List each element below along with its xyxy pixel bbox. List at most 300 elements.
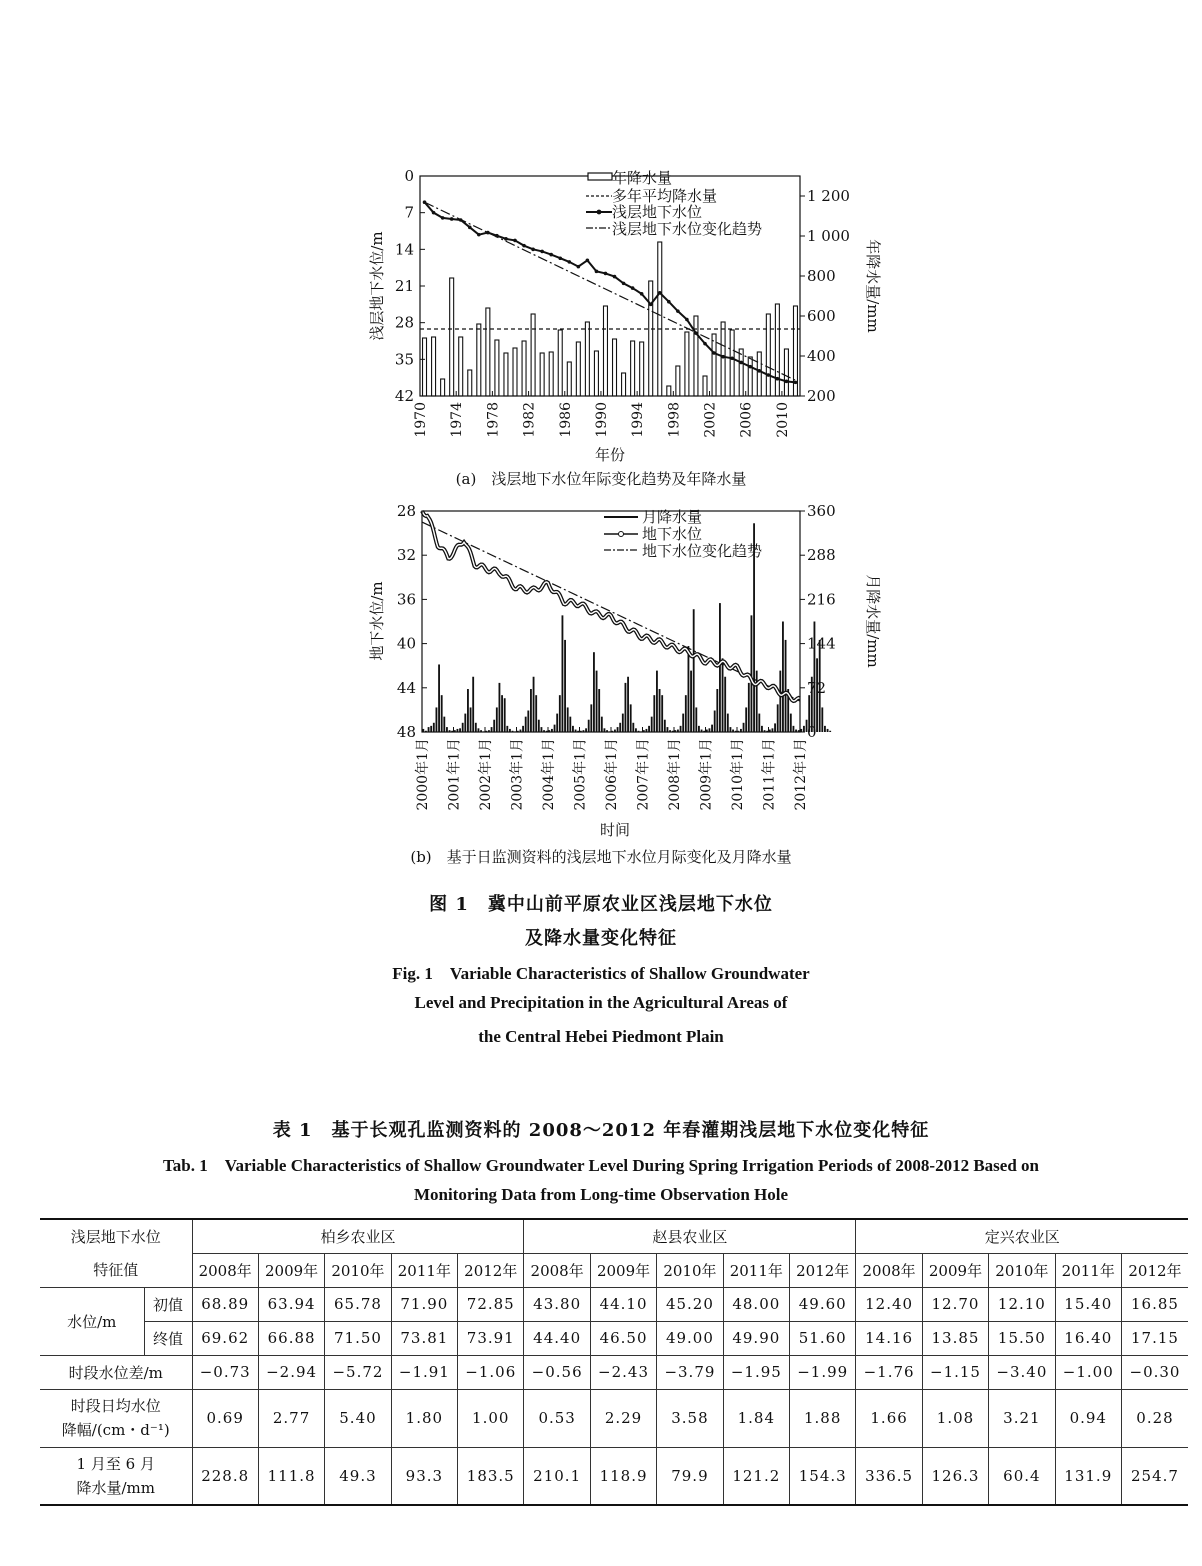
chart-b-x-tick-label: 2011年1月: [761, 738, 778, 811]
chart-b-x-tick-label: 2006年1月: [604, 738, 620, 811]
chart-b-water-level-line: [422, 511, 800, 701]
chart-b-precip-bar: [467, 689, 469, 732]
chart-b-precip-bar: [730, 727, 732, 732]
chart-b-precip-bar: [554, 725, 556, 732]
table-cell: 48.00: [723, 1287, 789, 1321]
table-cell: 183.5: [458, 1447, 524, 1505]
chart-b-precip-bar: [559, 695, 561, 732]
chart-a-level-point: [676, 309, 680, 313]
chart-b-caption: (b) 基于日监测资料的浅层地下水位月际变化及月降水量: [410, 848, 792, 866]
chart-b-x-tick-label: 2004年1月: [541, 738, 557, 811]
chart-b-x-ticks: [414, 727, 809, 811]
chart-b-left-tick-label: 28: [396, 502, 416, 520]
chart-a-precip-bar: [739, 349, 743, 396]
chart-b-right-tick-label: 288: [807, 546, 836, 565]
chart-b-precip-bar: [598, 689, 600, 732]
figure-title-cn-2: 及降水量变化特征: [525, 928, 677, 949]
chart-b-precip-bar: [625, 683, 627, 732]
header-year: 2010年: [325, 1253, 391, 1287]
table-cell: 118.9: [590, 1447, 656, 1505]
table-header-row-years: [40, 1253, 1188, 1287]
chart-b-precip-bar: [428, 727, 430, 732]
header-year: 2009年: [258, 1253, 324, 1287]
table-cell: 15.40: [1055, 1287, 1121, 1321]
chart-b-x-tick-label: 2010年1月: [730, 738, 746, 811]
legend-bar-swatch: [588, 173, 612, 180]
chart-b-precip-bar: [630, 704, 632, 732]
chart-a-x-tick-label: 1998: [666, 402, 683, 438]
chart-b-precip-bar: [790, 714, 792, 732]
chart-b-precip-bar: [438, 664, 440, 732]
chart-b-precip-bar: [716, 689, 718, 732]
table-cell: 1.66: [856, 1389, 922, 1447]
chart-b-precip-bar: [777, 704, 779, 732]
chart-b-precip-bar: [601, 717, 603, 732]
table-cell: −0.30: [1121, 1355, 1188, 1389]
chart-b-precip-bar: [493, 720, 495, 732]
chart-b-precip-bar: [774, 723, 776, 732]
chart-b-precip-bar: [501, 695, 503, 732]
chart-b-precip-bar: [617, 727, 619, 732]
table-cell: −2.94: [258, 1355, 324, 1389]
chart-b-precip-bar: [464, 714, 466, 732]
chart-a-precip-bar: [613, 339, 617, 396]
chart-a-precip-bar: [603, 306, 607, 396]
legend-label-trend-b: 地下水位变化趋势: [642, 542, 763, 560]
chart-b-right-tick-label: 72: [807, 678, 827, 697]
chart-b-precip-bar: [659, 689, 661, 732]
table-cell: 0.53: [524, 1389, 590, 1447]
header-region-zhaoxian: 赵县农业区: [524, 1219, 856, 1253]
header-year: 2011年: [723, 1253, 789, 1287]
chart-a-left-tick-label: 7: [404, 203, 414, 222]
chart-a-left-tick-label: 21: [394, 277, 414, 295]
chart-a-precip-bar: [450, 278, 454, 396]
row-label: 初值: [144, 1287, 192, 1321]
row-label-line2: 降水量/mm: [76, 1478, 155, 1497]
chart-b-precip-bar: [443, 717, 445, 732]
chart-a-right-tick-label: 800: [807, 267, 836, 285]
chart-a-legend: [586, 169, 762, 238]
chart-a-level-point: [513, 239, 517, 243]
chart-b-precip-bar: [475, 723, 477, 732]
chart-b-precip-bar: [527, 711, 529, 732]
chart-b-precip-bar: [695, 707, 697, 732]
chart-a-level-point: [694, 331, 698, 335]
chart-a-precip-bar: [468, 370, 472, 396]
chart-a-precip-bar: [522, 341, 526, 396]
chart-a-precip-bar: [694, 316, 698, 396]
chart-a-right-tick-label: 600: [807, 307, 836, 325]
chart-a-precip-bar: [432, 337, 436, 396]
chart-a-precip-bar: [504, 353, 508, 396]
table-title-en-2: Monitoring Data from Long-time Observation Hole: [413, 1185, 789, 1204]
chart-a-level-point: [613, 275, 617, 279]
data-table: [40, 1218, 1188, 1506]
table-cell: −1.06: [458, 1355, 524, 1389]
chart-b-precip-bar: [433, 723, 435, 732]
chart-b-precip-bar: [441, 695, 443, 732]
table-cell: 2.29: [590, 1389, 656, 1447]
table-cell: 14.16: [856, 1321, 922, 1355]
table-cell: 49.60: [790, 1287, 856, 1321]
table-cell: 16.85: [1121, 1287, 1188, 1321]
chart-a-precip-bar: [423, 338, 427, 396]
table-cell: 336.5: [856, 1447, 922, 1505]
chart-a-level-point: [730, 356, 734, 360]
chart-a-level-point: [468, 226, 472, 230]
chart-a-level-point: [432, 211, 436, 215]
chart-b-x-tick-label: 2001年1月: [446, 738, 463, 811]
chart-b-precip-bar: [661, 695, 663, 732]
chart-a-level-point: [477, 233, 481, 237]
chart-b-precip-bar: [803, 726, 805, 732]
figure-title-cn-1: 图 1 冀中山前平原农业区浅层地下水位: [429, 894, 773, 915]
chart-b-precip-bar: [724, 677, 726, 732]
table-cell: 49.3: [325, 1447, 391, 1505]
chart-b-precip-bar: [651, 717, 653, 732]
chart-a-precip-bar: [757, 352, 761, 396]
chart-b-left-tick-label: 40: [396, 634, 416, 653]
chart-a-precip-bar: [631, 341, 635, 396]
chart-a-level-point: [423, 200, 427, 204]
table-cell: 5.40: [325, 1389, 391, 1447]
chart-b-precip-bar: [748, 683, 750, 732]
table-cell: 93.3: [391, 1447, 457, 1505]
chart-a-precip-bar: [594, 351, 598, 396]
chart-a-level-point: [522, 244, 526, 248]
table-cell: 65.78: [325, 1287, 391, 1321]
chart-b-xlabel: 时间: [599, 821, 631, 839]
table-row: [40, 1389, 1188, 1447]
table-cell: −2.43: [590, 1355, 656, 1389]
chart-b-precip-bar: [538, 720, 540, 732]
chart-a-level-point: [658, 291, 662, 295]
chart-a-precip-bars: [423, 242, 798, 396]
table-row: [40, 1287, 1188, 1321]
table-cell: −1.15: [922, 1355, 988, 1389]
chart-b-precip-bar: [685, 695, 687, 732]
chart-b-precip-bar: [698, 726, 700, 732]
legend-label-monthly-precip: 月降水量: [642, 508, 703, 526]
chart-b-x-tick-label: 2008年1月: [667, 738, 683, 811]
chart-a-precip-bar: [649, 281, 653, 396]
chart-b-precip-bar: [430, 726, 432, 732]
table-cell: 72.85: [458, 1287, 524, 1321]
table-cell: −1.00: [1055, 1355, 1121, 1389]
header-year: 2012年: [1121, 1253, 1188, 1287]
chart-a-left-tick-label: 14: [394, 240, 414, 259]
table-cell: 49.00: [657, 1321, 723, 1355]
chart-a-level-point: [667, 300, 671, 304]
table-cell: 3.21: [989, 1389, 1055, 1447]
chart-a-level-point: [595, 270, 599, 274]
chart-b-monthly-water-level: [350, 495, 910, 845]
chart-b-precip-bar: [711, 725, 713, 732]
chart-a-x-tick-label: 1970: [413, 402, 429, 438]
legend-level-marker-b: [619, 532, 624, 537]
row-label: [40, 1447, 192, 1505]
chart-a-level-point: [640, 292, 644, 296]
table-cell: −0.73: [192, 1355, 258, 1389]
chart-b-precip-bar: [693, 609, 695, 732]
chart-a-level-point: [558, 256, 562, 260]
table-cell: 16.40: [1055, 1321, 1121, 1355]
chart-a-precip-bar: [622, 373, 626, 396]
table-cell: −3.40: [989, 1355, 1055, 1389]
chart-a-precip-bar: [775, 304, 779, 396]
chart-b-precip-bar: [745, 707, 747, 732]
table-cell: 121.2: [723, 1447, 789, 1505]
table-cell: 71.50: [325, 1321, 391, 1355]
chart-a-level-point: [794, 381, 798, 385]
row-group-label: 水位/m: [40, 1287, 144, 1355]
chart-a-level-point: [577, 265, 581, 269]
header-region-dingxing: 定兴农业区: [856, 1219, 1188, 1253]
chart-b-precip-bar: [688, 646, 690, 732]
chart-b-precip-bar: [829, 731, 831, 732]
chart-a-x-tick-label: 1990: [593, 402, 610, 438]
chart-b-precip-bar: [446, 727, 448, 732]
table-cell: 63.94: [258, 1287, 324, 1321]
chart-b-precip-bar: [562, 615, 564, 732]
chart-b-legend: [604, 508, 762, 560]
table-cell: 43.80: [524, 1287, 590, 1321]
chart-b-precip-bar: [533, 677, 535, 732]
table-cell: 0.69: [192, 1389, 258, 1447]
header-corner-line2: 特征值: [93, 1261, 139, 1280]
chart-a-level-point: [459, 218, 463, 222]
header-year: 2012年: [790, 1253, 856, 1287]
chart-b-precip-bar: [462, 723, 464, 732]
chart-a-precip-bar: [540, 353, 544, 396]
chart-a-right-ylabel: 年降水量/mm: [864, 239, 882, 333]
chart-b-water-level-line-inner: [422, 511, 800, 701]
table-cell: 69.62: [192, 1321, 258, 1355]
chart-a-level-point: [631, 286, 635, 290]
chart-a-level-point: [549, 253, 553, 257]
chart-b-precip-bar: [653, 695, 655, 732]
chart-a-level-point: [757, 369, 761, 373]
chart-a-right-tick-label: 1 200: [807, 187, 850, 205]
table-cell: 45.20: [657, 1287, 723, 1321]
chart-a-level-point: [450, 217, 454, 221]
chart-a-precip-bar: [730, 330, 734, 396]
chart-b-precip-bar: [499, 683, 501, 732]
chart-a-precip-bar: [531, 314, 535, 396]
table-title-cn: 表 1 基于长观孔监测资料的 2008～2012 年春灌期浅层地下水位变化特征: [272, 1120, 930, 1141]
chart-a-right-tick-label: 400: [807, 347, 836, 365]
chart-b-precip-bar: [761, 726, 763, 732]
chart-b-x-tick-label: 2000年1月: [415, 738, 431, 811]
legend-label-water-level: 浅层地下水位: [612, 203, 703, 221]
chart-b-precip-bar: [522, 726, 524, 732]
chart-a-x-tick-label: 1974: [449, 402, 466, 438]
chart-a-precip-bar: [459, 337, 463, 396]
table-cell: 60.4: [989, 1447, 1055, 1505]
chart-a-annual-water-level: [350, 160, 910, 470]
chart-a-x-tick-label: 2010: [774, 402, 791, 438]
chart-a-precip-bar: [784, 349, 788, 396]
chart-b-precip-bar: [588, 720, 590, 732]
chart-b-precip-bar: [564, 640, 566, 732]
table-cell: 79.9: [657, 1447, 723, 1505]
chart-a-left-tick-label: 35: [394, 350, 414, 369]
row-label-line1: 时段日均水位: [70, 1397, 161, 1415]
chart-b-left-tick-label: 44: [396, 678, 416, 697]
chart-b-precip-bar: [758, 714, 760, 732]
chart-a-x-ticks: [413, 391, 791, 438]
table-cell: 51.60: [790, 1321, 856, 1355]
chart-b-right-tick-label: 0: [807, 723, 817, 741]
chart-b-precip-bar: [782, 622, 784, 733]
header-year: 2011年: [1055, 1253, 1121, 1287]
chart-b-x-tick-label: 2012年1月: [793, 738, 809, 811]
chart-a-precip-bar: [721, 322, 725, 396]
chart-b-precip-bar: [530, 689, 532, 732]
chart-a-level-point: [721, 355, 725, 359]
table-cell: −1.76: [856, 1355, 922, 1389]
header-year: 2008年: [856, 1253, 922, 1287]
chart-b-precip-bar: [622, 714, 624, 732]
chart-a-precip-bar: [712, 334, 716, 396]
table-cell: 1.84: [723, 1389, 789, 1447]
table-cell: 131.9: [1055, 1447, 1121, 1505]
header-year: 2009年: [922, 1253, 988, 1287]
chart-a-precip-bar: [676, 366, 680, 396]
chart-b-right-tick-label: 360: [807, 502, 836, 520]
chart-a-level-point: [604, 272, 608, 276]
table-cell: 1.80: [391, 1389, 457, 1447]
chart-a-x-tick-label: 1978: [485, 402, 502, 438]
chart-b-precip-bar: [472, 677, 474, 732]
chart-a-precip-bar: [477, 324, 481, 396]
chart-b-precip-bar: [793, 726, 795, 732]
header-year: 2010年: [989, 1253, 1055, 1287]
chart-b-precip-bar: [690, 671, 692, 732]
table-cell: 49.90: [723, 1321, 789, 1355]
chart-a-level-point: [495, 234, 499, 238]
row-label: 时段水位差/m: [40, 1355, 192, 1389]
table-cell: 0.94: [1055, 1389, 1121, 1447]
table-cell: 12.10: [989, 1287, 1055, 1321]
chart-b-precip-bar: [722, 658, 724, 732]
figure-title-en-1: Fig. 1 Variable Characteristics of Shallow Groundwater: [392, 964, 810, 983]
chart-a-left-tick-label: 42: [394, 387, 414, 405]
table-cell: 1.88: [790, 1389, 856, 1447]
chart-a-left-tick-label: 28: [394, 313, 414, 332]
header-year: 2009年: [590, 1253, 656, 1287]
row-label: 终值: [144, 1321, 192, 1355]
chart-a-x-tick-label: 1982: [521, 402, 538, 438]
table-cell: 2.77: [258, 1389, 324, 1447]
chart-a-right-tick-label: 1 000: [807, 227, 850, 245]
chart-b-left-tick-label: 32: [396, 546, 416, 565]
table-cell: −5.72: [325, 1355, 391, 1389]
legend-label-trend: 浅层地下水位变化趋势: [612, 220, 763, 238]
chart-a-level-point: [504, 237, 508, 241]
chart-a-level-point: [785, 380, 789, 384]
chart-a-precip-bar: [567, 362, 571, 396]
legend-label-level-b: 地下水位: [642, 525, 703, 543]
chart-b-precip-bar: [682, 714, 684, 732]
chart-a-level-point: [712, 351, 716, 355]
chart-b-precip-bar: [824, 726, 826, 732]
chart-b-precip-bar: [496, 707, 498, 732]
header-year: 2012年: [458, 1253, 524, 1287]
chart-a-x-tick-label: 2006: [738, 402, 755, 438]
chart-a-precip-bar: [703, 376, 707, 396]
table-cell: 13.85: [922, 1321, 988, 1355]
chart-b-precip-bar: [541, 727, 543, 732]
chart-b-right-tick-label: 216: [807, 590, 836, 609]
chart-a-xlabel: 年份: [594, 446, 626, 464]
chart-a-level-point: [622, 282, 626, 286]
chart-a-x-tick-label: 2002: [702, 402, 719, 438]
chart-a-level-point: [703, 342, 707, 346]
table-cell: 71.90: [391, 1287, 457, 1321]
table-cell: 3.58: [657, 1389, 723, 1447]
chart-a-level-point: [486, 231, 490, 235]
legend-level-marker: [597, 210, 602, 215]
chart-a-level-point: [540, 250, 544, 254]
table-cell: 12.70: [922, 1287, 988, 1321]
chart-b-precip-bar: [556, 714, 558, 732]
chart-a-level-point: [441, 216, 445, 220]
chart-b-precip-bar: [590, 704, 592, 732]
header-corner: [40, 1219, 192, 1253]
table-cell: 44.40: [524, 1321, 590, 1355]
legend-label-annual-precip: 年降水量: [612, 169, 673, 187]
figure-title-en-3: the Central Hebei Piedmont Plain: [478, 1027, 724, 1046]
table-cell: 68.89: [192, 1287, 258, 1321]
chart-b-precip-bar: [535, 695, 537, 732]
header-corner-line1: 浅层地下水位: [70, 1228, 161, 1246]
chart-b-left-tick-label: 48: [396, 723, 416, 741]
table-cell: 73.81: [391, 1321, 457, 1355]
table-cell: 44.10: [590, 1287, 656, 1321]
header-year: 2010年: [657, 1253, 723, 1287]
chart-a-precip-bar: [685, 332, 689, 396]
chart-b-precip-bar: [714, 711, 716, 732]
chart-a-level-point: [531, 248, 535, 252]
table-cell: 111.8: [258, 1447, 324, 1505]
chart-a-precip-bar: [441, 379, 445, 396]
chart-b-precip-bar: [627, 677, 629, 732]
chart-a-precip-bar: [513, 348, 517, 396]
table-row: [40, 1321, 1188, 1355]
table-cell: 210.1: [524, 1447, 590, 1505]
chart-b-precip-bar: [596, 671, 598, 732]
chart-a-x-tick-label: 1986: [557, 402, 574, 438]
chart-b-precip-bar: [779, 671, 781, 732]
chart-b-precip-bar: [491, 727, 493, 732]
row-label: [40, 1389, 192, 1447]
chart-a-precip-bar: [640, 342, 644, 396]
chart-b-x-tick-label: 2003年1月: [509, 738, 526, 811]
chart-b-right-tick-label: 144: [807, 634, 836, 653]
chart-b-precip-bar: [719, 603, 721, 732]
chart-a-precip-bar: [495, 340, 499, 396]
table-cell: 254.7: [1121, 1447, 1188, 1505]
chart-a-level-point: [776, 377, 780, 381]
header-year: 2011年: [391, 1253, 457, 1287]
chart-a-precip-bar: [576, 342, 580, 396]
chart-b-precip-bar: [569, 717, 571, 732]
chart-a-level-point: [739, 361, 743, 365]
chart-b-right-ylabel: 月降水量/mm: [864, 574, 882, 668]
chart-b-x-tick-label: 2009年1月: [698, 738, 715, 811]
